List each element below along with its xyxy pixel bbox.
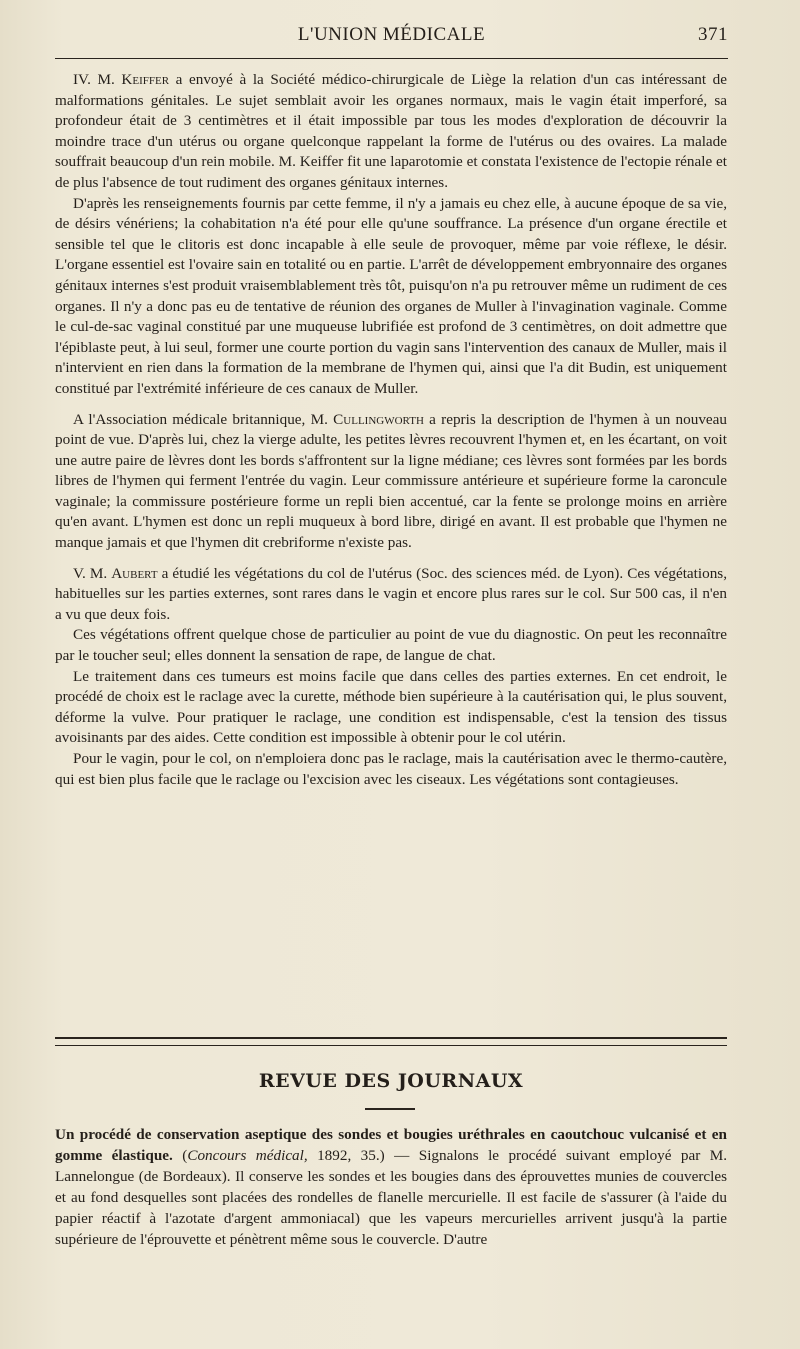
article-title: Un procédé de conservation aseptique des sondes et bougies uréthrales en caoutchouc vulcanisé et en gomme élastique. [55, 1126, 727, 1164]
main-text [55, 70, 727, 790]
article [55, 1124, 727, 1250]
paragraph-7: Pour le vagin, pour le col, on n'emploiera donc pas le raclage, mais la cautérisation avec le thermo-cautère, qui est bien plus facile que le raclage ou l'excision avec les ciseaux. Les végétations sont contagieuses. [55, 750, 727, 788]
section-title: REVUE DES JOURNAUX [258, 1070, 524, 1092]
section-title-rule [365, 1108, 415, 1110]
running-header [55, 22, 728, 52]
paragraph-1: IV. M. Keiffer a envoyé à la Société médico-chirurgicale de Liège la relation d'un cas intéressant de malformations génitales. Le sujet semblait avoir les organes normaux, mais le vagin était imperforé, sa profondeur était de 3 centimètres et il était impossible par tous les modes d'exploration de découvrir la moindre trace d'un utérus ou organe quelconque rappelant la forme de l'utérus ou des ovaires. La malade souffrait beaucoup d'un rein mobile. M. Keiffer fit une laparotomie et constata l'existence de l'ectopie rénale et de plus l'absence de tout rudiment des organes génitaux internes. [55, 71, 728, 191]
article-text: Signalons le procédé suivant employé par M. Lannelongue (de Bordeaux). Il conserve les sondes et les bougies dans des éprouvettes munies de couvercles et au fond desquelles sont placées des rondelles de flanelle mercurielle. Il est facile de s'assurer (à l'aide du papier réactif à l'azotate d'argent ammoniacal) que les vapeurs mercurielles arrivent jusqu'à la partie supérieure de l'éprouvette et pénètrent même sous le couvercle. D'autre [55, 1147, 728, 1248]
paragraph-6: Le traitement dans ces tumeurs est moins facile que dans celles des parties externes. En cet endroit, le procédé de choix est le raclage avec la curette, méthode bien supérieure à la cautérisation qui, le plus souvent, déforme la vulve. Pour pratiquer le raclage, une condition est indispensable, c'est la tension des tissus avoisinants par des aides. Cette condition est impossible à obtenir pour le col utérin. [55, 667, 727, 747]
section-divider [55, 1037, 727, 1046]
page-number: 371 [698, 24, 728, 45]
header-rule [55, 58, 728, 59]
article-paragraph: Un procédé de conservation aseptique des sondes et bougies uréthrales en caoutchouc vulcanisé et en gomme élastique. (Concours médical, 1892, 35.) — Signalons le procédé suivant employé par M. Lannelongue (de Bordeaux). Il conserve les sondes et les bougies dans des éprouvettes munies de couvercles et au fond desquelles sont placées des rondelles de flanelle mercurielle. Il est facile de s'assurer (à l'aide du papier réactif à l'azotate d'argent ammoniacal) que les vapeurs mercurielles arrivent jusqu'à la partie supérieure de l'éprouvette et pénètrent même sous le couvercle. D'autre [55, 1126, 728, 1248]
paragraph-3: A l'Association médicale britannique, M. Cullingworth a repris la description de l'hymen à un nouveau point de vue. D'après lui, chez la vierge adulte, les petites lèvres recouvrent l'hymen et, en les écartant, on voit une autre paire de lèvres dont les bords s'affrontent sur la ligne médiane; ces lèvres sont formées par les bords libres de l'hymen qui ferment l'entrée du vagin. Leur commissure antérieure et supérieure forme la caroncule vaginale; la commissure postérieure forme un repli bien accentué, car la fente se prolonge moins en arrière qu'en avant. L'hymen est donc un repli muqueux à bord libre, dirigé en avant. Il est probable que l'hymen ne manque jamais et que l'hymen dit crebriforme n'existe pas. [55, 410, 727, 552]
paragraph-2: D'après les renseignements fournis par cette femme, il n'y a jamais eu chez elle, à aucune époque de sa vie, de désirs vénériens; la cohabitation n'a été pour elle qu'une souffrance. La présence d'un organe érectile et sensible tel que le clitoris est donc incapable à elle seule de provoquer, même par voie réflexe, le désir. L'organe essentiel est l'ovaire sain en totalité ou en partie. L'arrêt de développement embryonnaire des organes génitaux internes s'est produit vraisemblablement très tôt, puisqu'on n'a pu retrouver même un rudiment de ces organes. Il n'y a donc pas eu de tentative de réunion des organes de Muller à l'invagination vaginale. Comme le cul-de-sac vaginal constitué par une muqueuse lubrifiée est profond de 3 centimètres, on doit admettre que l'épiblaste peut, à lui seul, former une courte portion du vagin sans l'intervention des canaux de Muller, mais il n'intervient en rien dans la formation de la membrane de l'hymen qui, ainsi que l'a dit Budin, est uniquement constitué par l'extrémité inférieure de ces canaux de Muller. [55, 194, 727, 397]
journal-title: L'UNION MÉDICALE [297, 24, 486, 45]
paragraph-5: Ces végétations offrent quelque chose de particulier au point de vue du diagnostic. On peut les reconnaître par le toucher seul; elles donnent la sensation de rape, de langue de chat. [55, 626, 727, 665]
article-source: Concours médical, [187, 1147, 308, 1164]
paragraph-4: V. M. Aubert a étudié les végétations du col de l'utérus (Soc. des sciences méd. de Lyon). Ces végétations, habituelles sur les parties externes, sont rares dans le vagin et encore plus rares sur le col. Sur 500 cas, il n'en a vu que deux fois. [55, 564, 727, 623]
